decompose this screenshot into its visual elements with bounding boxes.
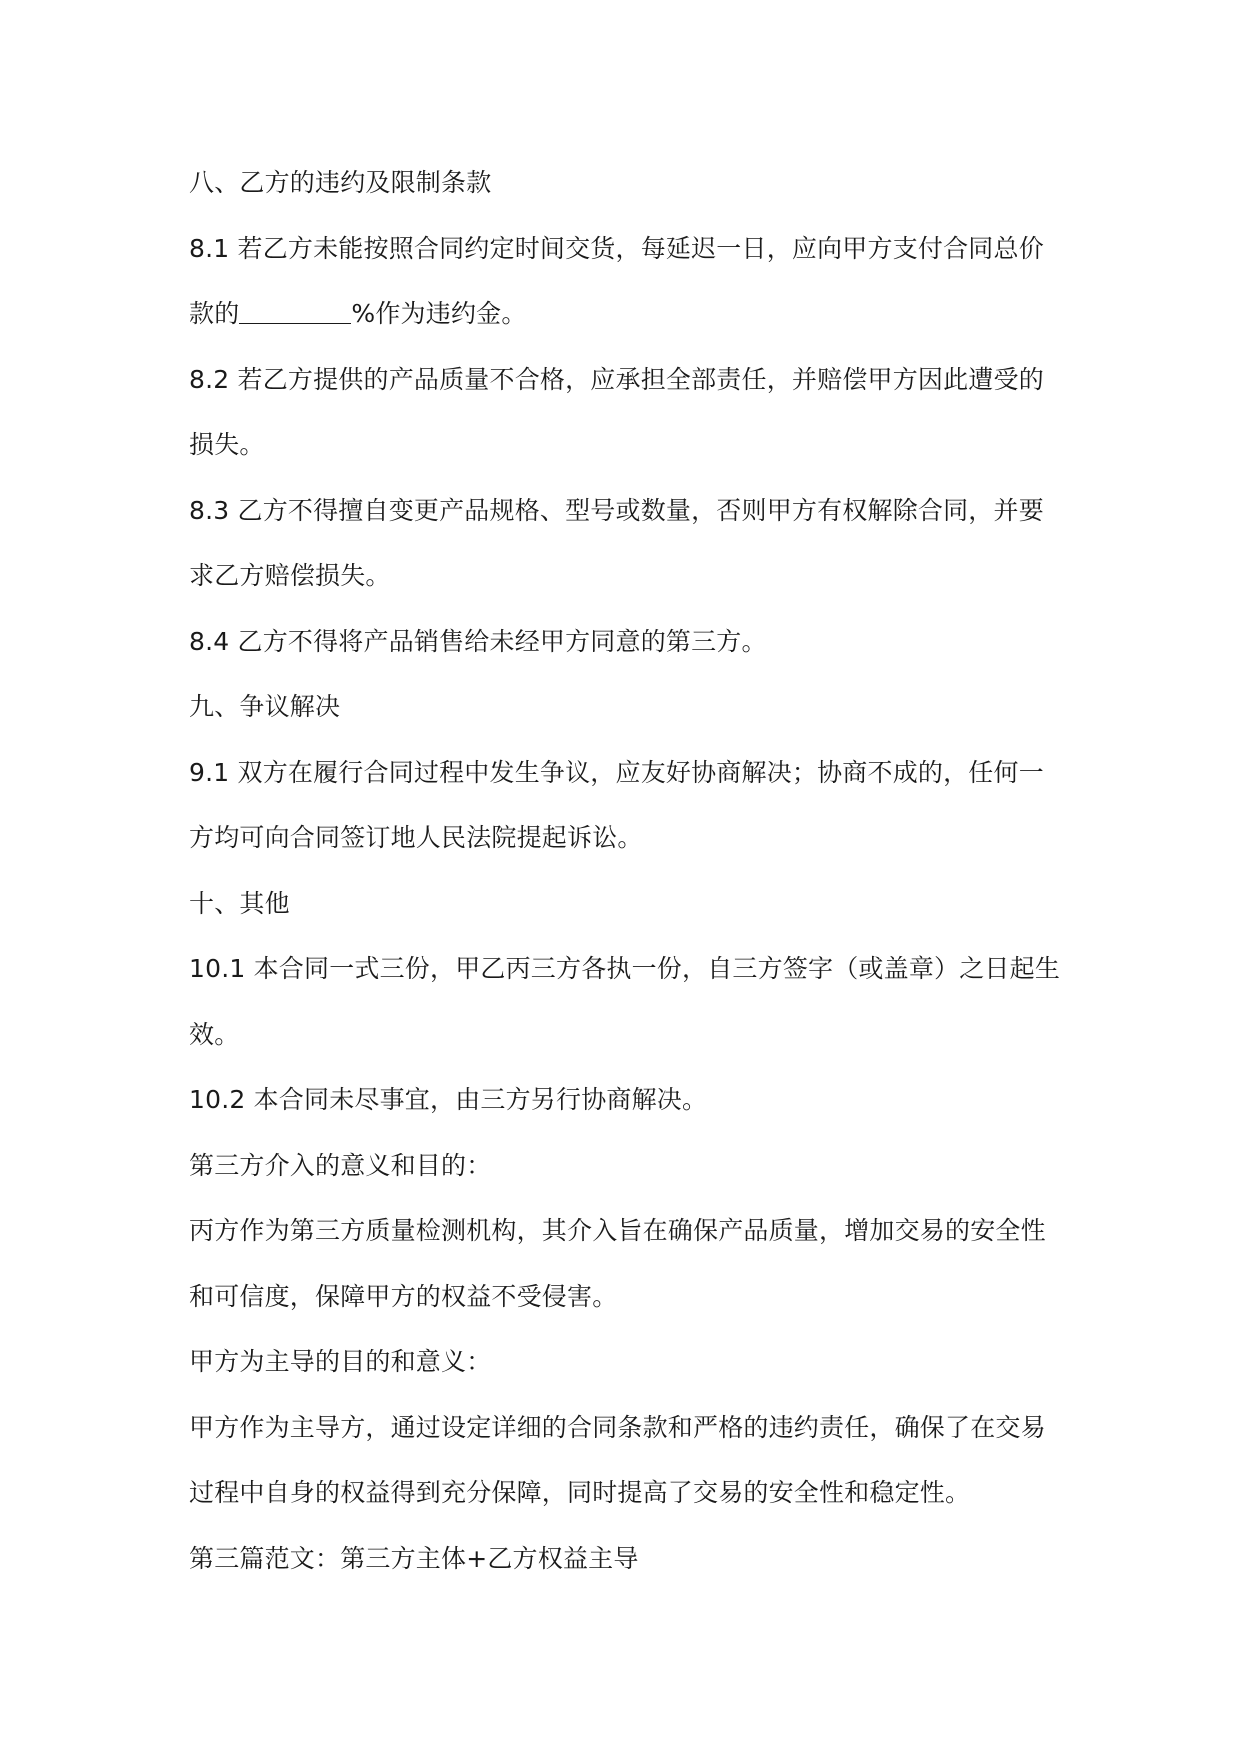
paragraph-party-a: 甲方作为主导方，通过设定详细的合同条款和严格的违约责任，确保了在交易 (189, 1412, 1046, 1442)
paragraph-third-party-continued: 和可信度，保障甲方的权益不受侵害。 (189, 1281, 618, 1311)
paragraph-heading-third-party: 第三方介入的意义和目的： (189, 1150, 492, 1180)
clause-10-1-continued: 效。 (189, 1019, 240, 1049)
clause-8-1: 8.1 若乙方未能按照合同约定时间交货，每延迟一日，应向甲方支付合同总价 (189, 233, 1044, 263)
clause-8-1-continued (189, 291, 1069, 357)
clause-9-1: 9.1 双方在履行合同过程中发生争议，应友好协商解决；协商不成的，任何一 (189, 757, 1044, 787)
clause-9-1-continued: 方均可向合同签订地人民法院提起诉讼。 (189, 823, 643, 852)
clause-text: %作为违约金。 (351, 299, 527, 328)
clause-8-2-continued: 损失。 (189, 430, 265, 459)
clause-8-2: 8.2 若乙方提供的产品质量不合格，应承担全部责任，并赔偿甲方因此遭受的 (189, 364, 1044, 394)
section-heading-8: 八、乙方的违约及限制条款 (189, 168, 492, 197)
clause-text: 款的 (189, 299, 240, 328)
paragraph-party-a-continued: 过程中自身的权益得到充分保障，同时提高了交易的安全性和稳定性。 (189, 1478, 971, 1507)
clause-8-3: 8.3 乙方不得擅自变更产品规格、型号或数量，否则甲方有权解除合同，并要 (189, 495, 1044, 525)
section-heading-10: 十、其他 (189, 888, 290, 918)
paragraph-third-party: 丙方作为第三方质量检测机构，其介入旨在确保产品质量，增加交易的安全性 (189, 1216, 1046, 1245)
sample-title: 第三篇范文：第三方主体+乙方权益主导 (189, 1543, 639, 1573)
section-heading-9: 九、争议解决 (189, 692, 341, 721)
paragraph-heading-party-a: 甲方为主导的目的和意义： (189, 1347, 492, 1376)
clause-8-4: 8.4 乙方不得将产品销售给未经甲方同意的第三方。 (189, 626, 767, 656)
clause-10-2: 10.2 本合同未尽事宜，由三方另行协商解决。 (189, 1085, 708, 1114)
clause-8-3-continued: 求乙方赔偿损失。 (189, 561, 391, 590)
fill-in-blank (239, 295, 351, 324)
document-body (189, 160, 1069, 1601)
clause-10-1: 10.1 本合同一式三份，甲乙丙三方各执一份，自三方签字（或盖章）之日起生 (189, 954, 1061, 983)
